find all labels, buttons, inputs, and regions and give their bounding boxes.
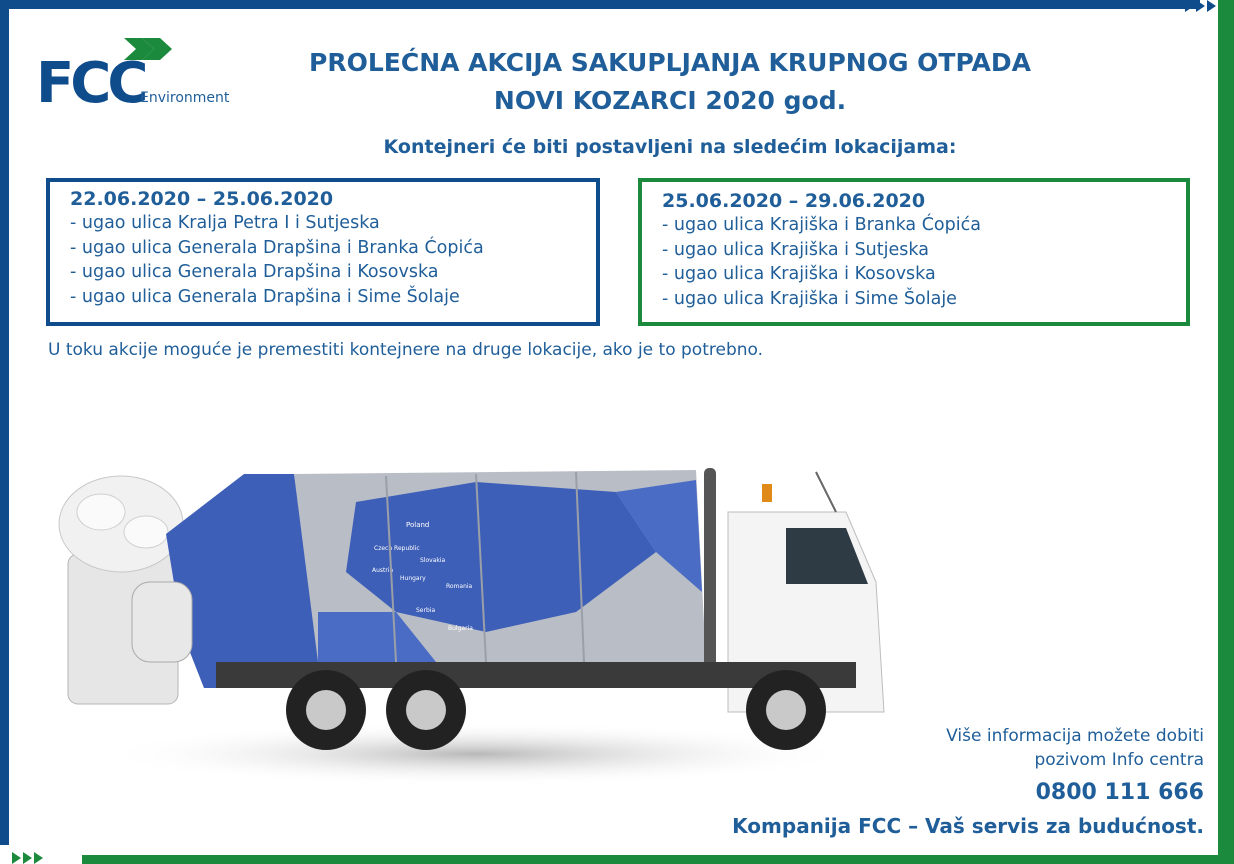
info-block xyxy=(946,724,1204,772)
info-phone-number: 0800 111 666 xyxy=(1035,780,1204,805)
location-item: - ugao ulica Generala Drapšina i Kosovska xyxy=(70,262,439,282)
location-item: - ugao ulica Krajiška i Sutjeska xyxy=(662,239,929,260)
logo-tagline: Environment xyxy=(140,90,230,106)
location-item: - ugao ulica Krajiška i Kosovska xyxy=(662,264,936,284)
map-label-czech: Czech Republic xyxy=(374,545,420,552)
relocation-note: U toku akcije moguće je premestiti kontejnere na druge lokacije, ako je to potrebno. xyxy=(48,340,764,360)
location-item: - ugao ulica Kralja Petra I i Sutjeska xyxy=(70,213,380,233)
period-box-1 xyxy=(46,178,600,326)
location-item: - ugao ulica Krajiška i Branka Ćopića xyxy=(662,215,981,235)
map-label-austria: Austria xyxy=(372,567,394,574)
map-label-slovakia: Slovakia xyxy=(420,557,446,564)
info-line-1: Više informacija možete dobiti xyxy=(946,726,1204,746)
info-line-2: pozivom Info centra xyxy=(1034,750,1204,770)
location-item: - ugao ulica Generala Drapšina i Branka Ćopića xyxy=(70,237,484,258)
logo-brand-text: FCC xyxy=(36,51,145,110)
frame-left-border xyxy=(0,0,9,845)
page-title-line-1: PROLEĆNA AKCIJA SAKUPLJANJA KRUPNOG OTPADA xyxy=(309,48,1031,77)
page-title-line-2: NOVI KOZARCI 2020 god. xyxy=(493,86,847,115)
chevron-decoration-top xyxy=(1185,0,1216,12)
company-slogan: Kompanija FCC – Vaš servis za budućnost. xyxy=(732,814,1204,838)
location-item: - ugao ulica Krajiška i Sime Šolaje xyxy=(662,288,957,309)
garbage-truck-illustration xyxy=(56,462,896,792)
location-item: - ugao ulica Generala Drapšina i Sime Šolaje xyxy=(70,286,460,307)
page-subtitle: Kontejneri će biti postavljeni na sledećim lokacijama: xyxy=(383,136,957,158)
map-label-bulgaria: Bulgaria xyxy=(448,625,473,632)
map-label-poland: Poland xyxy=(406,521,430,529)
period-box-2 xyxy=(638,178,1190,326)
frame-top-border xyxy=(0,0,1200,9)
map-label-romania: Romania xyxy=(446,583,473,590)
chevron-decoration-bottom xyxy=(12,852,43,864)
map-label-serbia: Serbia xyxy=(416,607,436,614)
period-dates: 25.06.2020 – 29.06.2020 xyxy=(662,190,926,212)
frame-right-border xyxy=(1218,0,1234,864)
period-dates: 22.06.2020 – 25.06.2020 xyxy=(70,188,334,210)
frame-bottom-border xyxy=(82,855,1234,864)
map-label-hungary: Hungary xyxy=(400,575,426,582)
